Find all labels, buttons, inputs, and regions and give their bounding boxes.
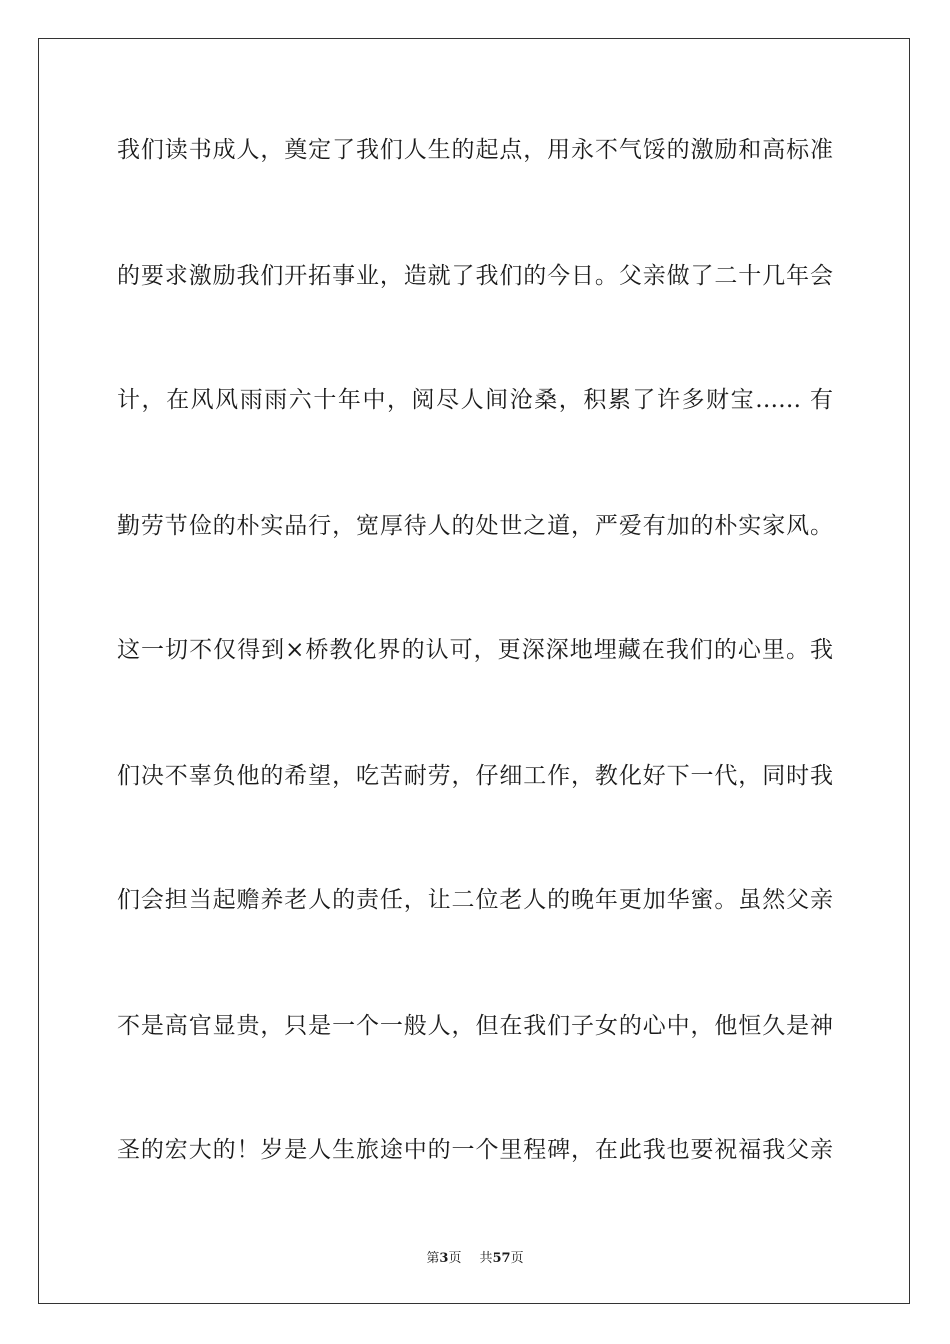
page-footer <box>0 1247 950 1266</box>
page-prefix: 第 <box>426 1251 440 1266</box>
total-prefix: 共 <box>479 1251 493 1266</box>
body-text-line-3: 计，在风风雨雨六十年中，阅尽人间沧桑，积累了许多财宝…… 有 <box>117 387 833 413</box>
page-suffix: 页 <box>448 1251 462 1266</box>
body-text-line-5: 这一切不仅得到×桥教化界的认可，更深深地埋藏在我们的心里。我 <box>117 637 833 663</box>
total-pages: 57 <box>492 1251 511 1266</box>
body-text-line-9: 圣的宏大的！岁是人生旅途中的一个里程碑，在此我也要祝福我父亲 <box>117 1137 833 1163</box>
page-border <box>38 38 910 1304</box>
page-number: 3 <box>439 1251 449 1266</box>
body-text-line-8: 不是高官显贵，只是一个一般人，但在我们子女的心中，他恒久是神 <box>117 1013 833 1039</box>
body-text-line-6: 们决不辜负他的希望，吃苦耐劳，仔细工作，教化好下一代，同时我 <box>117 763 833 789</box>
body-text-line-1: 我们读书成人，奠定了我们人生的起点，用永不气馁的激励和高标准 <box>117 137 833 163</box>
body-text-line-4: 勤劳节俭的朴实品行，宽厚待人的处世之道，严爱有加的朴实家风。 <box>117 513 833 539</box>
total-suffix: 页 <box>510 1251 524 1266</box>
body-text-line-2: 的要求激励我们开拓事业，造就了我们的今日。父亲做了二十几年会 <box>117 263 833 289</box>
body-text-line-7: 们会担当起赡养老人的责任，让二位老人的晚年更加华蜜。虽然父亲 <box>117 887 833 913</box>
total-pages-label <box>479 1251 523 1266</box>
page-label <box>426 1251 461 1266</box>
